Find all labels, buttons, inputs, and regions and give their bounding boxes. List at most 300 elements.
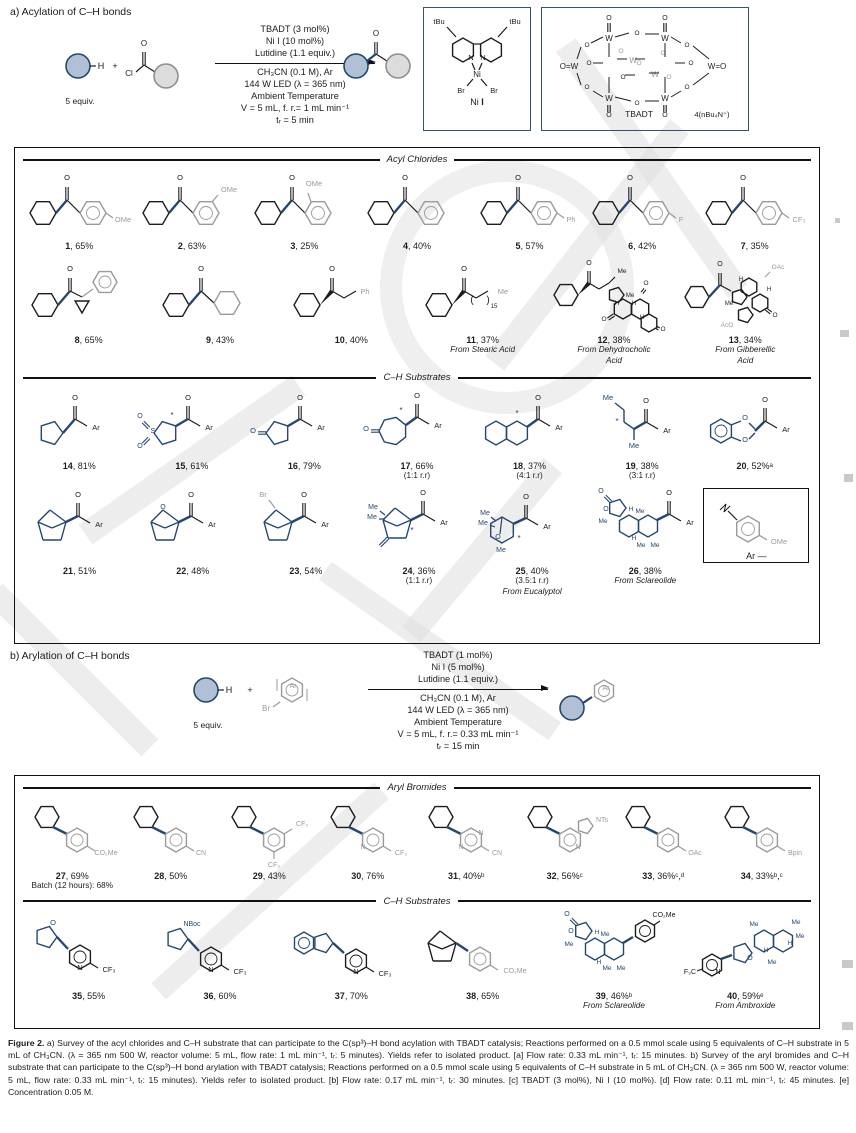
compound-14 xyxy=(24,387,134,471)
svg-text:Me: Me xyxy=(564,940,574,948)
svg-text:O: O xyxy=(634,30,640,37)
svg-text:5 equiv.: 5 equiv. xyxy=(193,720,223,730)
svg-text:W: W xyxy=(661,94,669,103)
compound-note: From Sclareolide xyxy=(614,575,677,585)
svg-text:Ph: Ph xyxy=(565,215,576,224)
compound-label: 22, 48% xyxy=(176,565,210,576)
svg-text:CF₃: CF₃ xyxy=(102,964,116,974)
condition-line: Ambient Temperature xyxy=(414,716,502,727)
compound-label: 14, 81% xyxy=(62,461,96,472)
svg-text:OMe: OMe xyxy=(771,536,788,546)
svg-text:O: O xyxy=(586,60,592,67)
svg-text:TBADT: TBADT xyxy=(625,109,653,119)
structure-27 xyxy=(23,797,121,871)
compound-label: 16, 79% xyxy=(287,461,321,472)
product-b xyxy=(556,672,628,727)
svg-text:CF₃: CF₃ xyxy=(792,215,806,224)
compound-label: 35, 55% xyxy=(72,990,106,1001)
svg-text:O: O xyxy=(289,173,296,182)
svg-text:Ar: Ar xyxy=(781,425,790,435)
svg-text:O: O xyxy=(741,435,748,445)
compound-label: 30, 76% xyxy=(351,871,385,881)
svg-text:Me: Me xyxy=(497,287,508,296)
condition-line: tᵣ = 15 min xyxy=(436,740,480,751)
svg-text:F: F xyxy=(678,215,684,224)
structure-7 xyxy=(699,169,811,241)
svg-text:O: O xyxy=(684,84,690,91)
condition-line: Lutidine (1.1 equiv.) xyxy=(254,47,335,58)
svg-text:): ) xyxy=(485,295,490,306)
svg-text:O: O xyxy=(250,426,257,436)
structure-35 xyxy=(24,911,154,991)
svg-text:Br: Br xyxy=(457,86,465,95)
compound-label: 29, 43% xyxy=(252,871,286,881)
compound-label: 31, 40%ᵇ xyxy=(448,871,485,881)
svg-text:Me: Me xyxy=(749,920,759,928)
svg-text:O: O xyxy=(634,100,640,107)
svg-text:Ar: Ar xyxy=(94,519,103,529)
svg-text:O: O xyxy=(363,424,369,434)
scheme-b-product xyxy=(556,672,628,727)
svg-text:NBoc: NBoc xyxy=(183,920,201,928)
svg-text:CF₃: CF₃ xyxy=(394,850,407,857)
svg-text:Me: Me xyxy=(496,546,506,554)
svg-text:Me: Me xyxy=(791,918,801,926)
structure-9 xyxy=(156,257,284,335)
svg-text:O: O xyxy=(717,261,724,268)
svg-text:Me: Me xyxy=(478,519,488,527)
svg-text:AcO: AcO xyxy=(720,322,734,329)
compound-label: 8, 65% xyxy=(74,335,103,345)
structure-11 xyxy=(419,257,547,335)
structure-28 xyxy=(122,797,220,871)
compound-30 xyxy=(319,797,416,881)
compound-label: 4, 40% xyxy=(402,241,431,251)
structure-3 xyxy=(248,169,360,241)
compound-note: (3:1 r.r) xyxy=(628,471,656,481)
header-text: Acyl Chlorides xyxy=(386,154,448,165)
svg-text:O: O xyxy=(49,917,56,927)
compound-16 xyxy=(249,387,359,471)
header-rule xyxy=(458,377,811,379)
svg-text:O: O xyxy=(300,489,307,499)
condition-line: 144 W LED (λ = 365 nm) xyxy=(244,78,346,89)
structure-15 xyxy=(136,387,248,461)
compound-2 xyxy=(137,169,247,251)
svg-text:OMe: OMe xyxy=(306,179,323,188)
section-header xyxy=(23,372,811,383)
svg-text:O: O xyxy=(564,910,570,918)
header-rule xyxy=(23,787,380,789)
structure-12 xyxy=(550,257,678,335)
condition-line: tᵣ = 5 min xyxy=(276,114,314,125)
condition-line: Ni I (5 mol%) xyxy=(431,661,485,672)
header-rule xyxy=(23,900,376,902)
condition-line: TBADT (1 mol%) xyxy=(423,650,493,660)
svg-text:O: O xyxy=(523,491,530,501)
svg-text:O: O xyxy=(688,60,694,67)
structure-10 xyxy=(287,257,415,335)
svg-text:W: W xyxy=(629,56,637,65)
svg-text:Me: Me xyxy=(628,441,640,451)
compound-label: 5, 57% xyxy=(515,241,544,251)
compound-label: 20, 52%ᵃ xyxy=(736,461,773,472)
ar-group-structure xyxy=(706,491,806,551)
structure-22 xyxy=(137,488,249,566)
compound-label: 24, 36% xyxy=(402,565,436,576)
ar-label: Ar — xyxy=(746,550,767,561)
svg-text:O: O xyxy=(747,954,754,962)
svg-text:Me: Me xyxy=(367,513,377,521)
condition-line: TBADT (3 mol%) xyxy=(260,24,330,34)
svg-text:O: O xyxy=(606,112,612,119)
compound-36 xyxy=(155,911,285,1001)
ch-substrates-row-b xyxy=(23,911,811,1012)
ar-definition-box xyxy=(703,488,809,563)
reactants-b xyxy=(180,658,325,736)
svg-text:N: N xyxy=(208,964,214,974)
svg-text:O: O xyxy=(643,396,650,406)
svg-text:Cl: Cl xyxy=(125,69,133,78)
compound-label: 23, 54% xyxy=(289,565,323,576)
svg-text:O: O xyxy=(402,173,408,182)
svg-text:O: O xyxy=(74,489,81,499)
svg-text:OAc: OAc xyxy=(688,850,703,857)
svg-text:Br: Br xyxy=(262,704,270,713)
scheme-a-product xyxy=(340,26,430,88)
svg-text:Ar: Ar xyxy=(554,423,563,433)
header-rule xyxy=(23,377,376,379)
svg-text:O: O xyxy=(761,395,768,405)
svg-text:H: H xyxy=(631,301,637,307)
section-header xyxy=(23,154,811,165)
svg-text:Ar: Ar xyxy=(602,685,610,692)
condition-line: 144 W LED (λ = 365 nm) xyxy=(407,704,509,715)
structure-19 xyxy=(586,387,698,461)
acyl-chlorides-row-2 xyxy=(23,257,811,366)
structure-25 xyxy=(476,488,588,566)
svg-text:Ni: Ni xyxy=(473,70,481,79)
compound-21 xyxy=(25,488,135,576)
compound-note: From Gibberellic xyxy=(715,345,776,354)
compound-label: 15, 61% xyxy=(175,461,209,472)
arylation-scope-box xyxy=(14,775,820,1029)
scheme-a-reactants xyxy=(52,30,222,110)
structure-26 xyxy=(589,488,701,566)
ni-catalyst-box xyxy=(423,7,531,131)
svg-text:Me: Me xyxy=(600,930,610,938)
scan-artifact xyxy=(844,474,853,482)
svg-text:F₃C: F₃C xyxy=(684,968,697,976)
svg-text:O: O xyxy=(495,533,501,541)
svg-text:*: * xyxy=(170,411,174,421)
compound-note: From Stearic Acid xyxy=(450,345,516,354)
svg-text:H: H xyxy=(596,958,602,966)
svg-text:O: O xyxy=(666,74,672,81)
svg-text:5 equiv.: 5 equiv. xyxy=(65,96,95,106)
compound-label: 40, 59%ᵉ xyxy=(727,990,764,1001)
svg-text:H: H xyxy=(225,685,233,695)
svg-text:Br: Br xyxy=(490,86,498,95)
svg-text:O: O xyxy=(159,503,166,511)
svg-text:+: + xyxy=(247,685,253,695)
svg-text:+: + xyxy=(112,61,118,71)
svg-text:H: H xyxy=(787,939,793,947)
svg-text:Ar: Ar xyxy=(686,517,695,527)
structure-34 xyxy=(713,797,811,871)
svg-text:O: O xyxy=(627,173,634,182)
structure-5 xyxy=(474,169,586,241)
svg-text:O: O xyxy=(586,260,592,267)
compound-label: 28, 50% xyxy=(154,871,188,881)
structure-36 xyxy=(155,911,285,991)
svg-text:O: O xyxy=(662,15,668,22)
compound-12 xyxy=(549,257,679,366)
svg-text:O: O xyxy=(584,42,590,49)
svg-text:W: W xyxy=(661,34,669,43)
scan-artifact xyxy=(835,218,840,223)
compound-29 xyxy=(221,797,318,881)
scheme-b-conditions xyxy=(368,650,548,753)
structure-39 xyxy=(549,911,679,991)
svg-text:H: H xyxy=(628,505,634,513)
compound-note: (1:1 r.r) xyxy=(405,575,433,585)
svg-text:O: O xyxy=(603,505,609,513)
svg-text:CO₂Me: CO₂Me xyxy=(503,967,527,975)
svg-text:*: * xyxy=(615,417,619,427)
svg-text:Ar: Ar xyxy=(434,421,442,431)
compound-label: 27, 69% xyxy=(55,871,89,881)
svg-text:Me: Me xyxy=(635,507,645,515)
scan-artifact xyxy=(842,1022,853,1030)
svg-text:O: O xyxy=(662,112,668,119)
svg-text:O: O xyxy=(184,393,191,403)
compound-31 xyxy=(418,797,515,881)
svg-text:O: O xyxy=(297,393,304,403)
svg-text:Me: Me xyxy=(602,393,614,403)
compound-note: Batch (12 hours): 68% xyxy=(31,881,113,890)
svg-text:O: O xyxy=(643,280,649,287)
svg-text:O: O xyxy=(606,15,612,22)
compound-label: 37, 70% xyxy=(334,990,368,1001)
svg-text:O: O xyxy=(584,84,590,91)
svg-text:N: N xyxy=(715,968,721,976)
compound-13 xyxy=(680,257,810,366)
compound-23 xyxy=(251,488,361,576)
svg-text:CN: CN xyxy=(195,850,206,857)
svg-text:Me: Me xyxy=(368,503,378,511)
svg-text:Me: Me xyxy=(650,541,660,549)
svg-text:OMe: OMe xyxy=(220,185,237,194)
svg-text:W: W xyxy=(651,70,659,79)
structure-14 xyxy=(23,387,135,461)
svg-text:Br: Br xyxy=(259,489,267,499)
panel-a-title: a) Acylation of C–H bonds xyxy=(10,6,132,18)
svg-text:CO₂Me: CO₂Me xyxy=(94,850,118,857)
compound-20 xyxy=(700,387,810,471)
compound-note: From Eucalyptol xyxy=(502,586,562,596)
svg-text:H: H xyxy=(631,534,637,542)
condition-line: Lutidine (1.1 equiv.) xyxy=(417,673,498,684)
structure-18 xyxy=(474,387,586,461)
svg-text:Ar: Ar xyxy=(317,423,326,433)
structure-1 xyxy=(23,169,135,241)
compound-label: 13, 34% xyxy=(728,335,762,345)
svg-text:Me: Me xyxy=(602,964,612,972)
svg-text:CF₃: CF₃ xyxy=(233,966,247,976)
compound-24 xyxy=(364,488,474,587)
panel-b-title: b) Arylation of C–H bonds xyxy=(10,650,130,662)
structure-32 xyxy=(516,797,614,871)
svg-text:4(nBu₄N⁺): 4(nBu₄N⁺) xyxy=(694,110,730,119)
structure-13 xyxy=(681,257,809,335)
compound-5 xyxy=(475,169,585,251)
svg-text:O: O xyxy=(187,489,194,499)
condition-line: V = 5 mL, f. r.= 1 mL min⁻¹ xyxy=(240,102,350,113)
structure-4 xyxy=(361,169,473,241)
svg-text:tBu: tBu xyxy=(509,17,521,26)
svg-text:Me: Me xyxy=(767,958,777,966)
svg-text:Ar: Ar xyxy=(321,519,329,529)
svg-text:CF₃: CF₃ xyxy=(378,968,392,978)
product-a xyxy=(340,26,430,88)
compound-11 xyxy=(418,257,548,356)
header-text: Aryl Bromides xyxy=(387,782,447,793)
compound-27 xyxy=(24,797,121,892)
svg-text:CN: CN xyxy=(492,850,503,857)
svg-text:N: N xyxy=(458,844,464,851)
svg-text:NTs: NTs xyxy=(595,817,608,824)
svg-text:H: H xyxy=(614,301,620,307)
svg-text:Ph: Ph xyxy=(360,287,370,296)
svg-text:N: N xyxy=(575,844,581,851)
svg-text:O: O xyxy=(660,50,666,57)
structure-8 xyxy=(25,257,153,335)
compound-label: 2, 63% xyxy=(177,241,206,251)
compound-label: 7, 35% xyxy=(740,241,769,251)
compound-note: (4:1 r.r) xyxy=(516,471,543,481)
svg-text:O: O xyxy=(198,264,204,273)
condition-line: CH₃CN (0.1 M), Ar xyxy=(257,66,333,77)
svg-text:Me: Me xyxy=(617,268,627,275)
svg-text:N: N xyxy=(360,844,366,851)
svg-text:H: H xyxy=(639,315,645,321)
compound-28 xyxy=(122,797,219,881)
svg-text:N: N xyxy=(76,962,83,972)
header-rule xyxy=(454,787,811,789)
svg-text:O: O xyxy=(414,391,420,401)
svg-text:*: * xyxy=(514,409,519,419)
compound-label: 9, 43% xyxy=(205,335,234,345)
condition-line: Ni I (10 mol%) xyxy=(265,35,325,46)
structure-31 xyxy=(417,797,515,871)
svg-text:O: O xyxy=(666,487,673,497)
structure-2 xyxy=(136,169,248,241)
header-text: C–H Substrates xyxy=(383,895,451,907)
svg-text:O: O xyxy=(741,413,748,423)
svg-text:Me: Me xyxy=(625,293,635,299)
compound-note: From Sclareolide xyxy=(583,1000,645,1010)
svg-text:O: O xyxy=(660,326,666,333)
svg-text:H: H xyxy=(594,928,600,936)
svg-text:OAc: OAc xyxy=(771,264,785,271)
svg-text:W: W xyxy=(605,34,613,43)
svg-text:O: O xyxy=(137,443,143,451)
svg-text:H: H xyxy=(739,277,744,283)
compound-17 xyxy=(362,387,472,482)
svg-text:CF₃: CF₃ xyxy=(268,862,281,869)
compound-1 xyxy=(24,169,134,251)
svg-text:N: N xyxy=(353,966,360,976)
structure-30 xyxy=(319,797,417,871)
condition-line: CH₃CN (0.1 M), Ar xyxy=(420,692,496,703)
structure-29 xyxy=(220,797,318,871)
svg-text:Me: Me xyxy=(480,509,490,517)
compound-9 xyxy=(155,257,285,345)
structure-21 xyxy=(24,488,136,566)
svg-text:Ar: Ar xyxy=(92,423,101,433)
svg-text:N: N xyxy=(478,830,484,837)
ni-complex-structure xyxy=(425,12,529,100)
svg-text:Ar: Ar xyxy=(205,423,213,433)
compound-label: 12, 38% xyxy=(597,335,631,345)
svg-text:Me: Me xyxy=(795,932,805,940)
ni-complex-drawing xyxy=(425,12,529,100)
structure-24 xyxy=(363,488,475,566)
compound-label: 18, 37% xyxy=(513,461,547,472)
compound-label: 1, 65% xyxy=(65,241,94,251)
compound-10 xyxy=(286,257,416,345)
compound-34 xyxy=(713,797,810,881)
compound-39 xyxy=(549,911,679,1012)
condition-line: Ambient Temperature xyxy=(251,90,339,101)
compound-6 xyxy=(587,169,697,251)
header-rule xyxy=(454,159,811,161)
svg-text:O: O xyxy=(176,173,183,182)
svg-text:Me: Me xyxy=(598,517,608,525)
structure-6 xyxy=(586,169,698,241)
svg-text:S: S xyxy=(150,426,156,436)
compound-label: 26, 38% xyxy=(628,565,662,576)
compound-3 xyxy=(249,169,359,251)
scan-artifact xyxy=(840,330,849,337)
header-rule xyxy=(23,159,380,161)
compound-label: 25, 40% xyxy=(515,565,549,576)
compound-15 xyxy=(137,387,247,471)
svg-text:*: * xyxy=(399,406,403,416)
svg-text:O=W: O=W xyxy=(559,62,579,71)
compound-19 xyxy=(587,387,697,482)
compound-note: Acid xyxy=(737,355,754,365)
svg-text:O: O xyxy=(601,316,607,323)
structure-33 xyxy=(614,797,712,871)
svg-text:O: O xyxy=(514,173,521,182)
svg-text:Me: Me xyxy=(616,964,626,972)
compound-note: From Dehydrocholic xyxy=(577,345,651,354)
compound-18 xyxy=(475,387,585,482)
svg-text:O: O xyxy=(636,60,642,67)
structure-23 xyxy=(250,488,362,566)
svg-text:O: O xyxy=(618,48,624,55)
svg-text:O: O xyxy=(460,264,467,273)
aryl-bromides-row xyxy=(23,797,811,892)
compound-22 xyxy=(138,488,248,576)
svg-text:tBu: tBu xyxy=(433,17,445,26)
svg-text:OMe: OMe xyxy=(115,215,132,224)
svg-text:O: O xyxy=(534,393,541,403)
structure-16 xyxy=(248,387,360,461)
svg-text:O: O xyxy=(66,264,73,273)
